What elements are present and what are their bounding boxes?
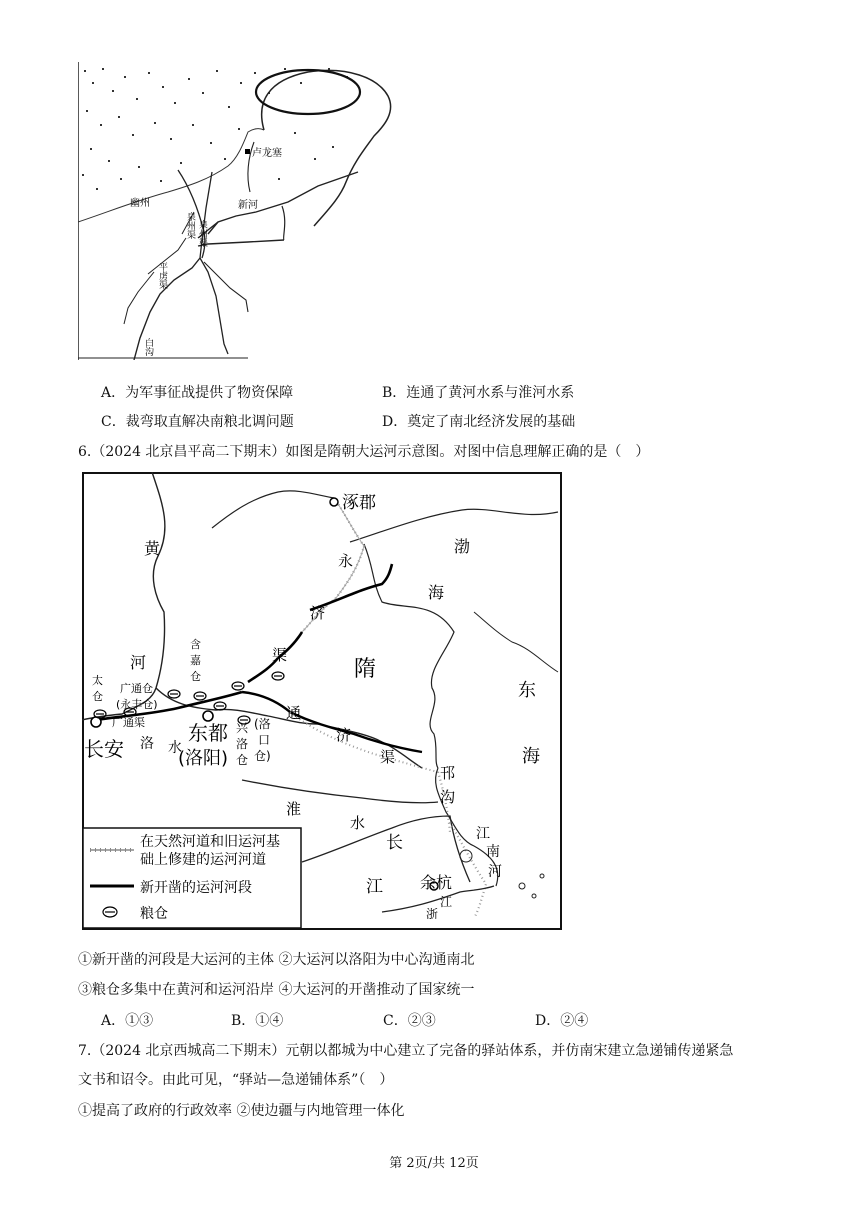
label-donghai-hai: 海 — [522, 746, 540, 767]
label-luokou-c: 仓) — [254, 749, 271, 763]
label-pinglu: 平虏渠 — [157, 262, 167, 289]
label-yong: 永 — [338, 552, 354, 570]
label-dongdu: 东都 — [188, 721, 228, 745]
q6-stem: 6.（2024 北京昌平高二下期末）如图是隋朝大运河示意图。对图中信息理解正确的是（ ） — [78, 444, 650, 460]
q6-option-d: D．②④ — [535, 1013, 589, 1029]
label-luo: 洛 — [140, 736, 154, 752]
label-jia: 嘉 — [190, 654, 201, 667]
lulongsai-marker-icon — [245, 149, 250, 154]
label-zhejiang-jiang: 江 — [440, 895, 453, 909]
label-ji: 济 — [310, 604, 326, 622]
label-tongji-ji: 济 — [336, 726, 352, 744]
label-luokou-a: (洛 — [254, 717, 271, 731]
label-lulongsai: 卢龙塞 — [252, 148, 282, 159]
label-tai: 太 — [92, 674, 103, 687]
label-yongfengcang: (永丰仓) — [116, 698, 158, 711]
label-tong: 通 — [286, 704, 302, 722]
label-zhuojun: 涿郡 — [342, 493, 376, 513]
q7-stem-line1: 7.（2024 北京西城高二下期末）元朝以都城为中心建立了完备的驿站体系，并仿南宋建立急递铺传递紧急 — [78, 1043, 734, 1059]
label-tongji-qu: 渠 — [380, 748, 396, 766]
q5-option-c: C．裁弯取直解决南粮北调问题 — [101, 414, 294, 430]
label-changjiang-jiang: 江 — [366, 877, 383, 897]
q5-option-b: B．连通了黄河水系与淮河水系 — [382, 385, 575, 401]
label-luoyang: (洛阳) — [178, 748, 229, 769]
q6-statement-2: ③粮仓多集中在黄河和运河沿岸 ④大运河的开凿推动了国家统一 — [78, 982, 475, 998]
label-qu: 渠 — [272, 646, 288, 664]
label-yuhang: 余杭 — [420, 873, 453, 892]
label-guangtongcang: 广通仓 — [120, 682, 153, 695]
label-bohai-hai: 海 — [428, 583, 445, 602]
label-jiangnan-nan: 南 — [486, 844, 500, 860]
legend-old-line1: 在天然河道和旧运河基 — [140, 834, 280, 850]
label-jiangnan-he: 河 — [488, 864, 502, 880]
map-legend — [83, 828, 301, 928]
label-huai: 淮 — [286, 800, 302, 818]
label-chang: 长 — [386, 833, 403, 853]
page-footer: 第 2页/共 12页 — [389, 1156, 479, 1171]
q5-option-d: D．奠定了南北经济发展的基础 — [382, 414, 576, 430]
label-han: 含 — [190, 638, 201, 651]
legend-old-line2: 础上修建的运河河道 — [140, 852, 266, 868]
label-xinhe: 新河 — [238, 200, 258, 211]
canal-map-north-svg — [78, 62, 396, 360]
label-xing: 兴 — [236, 721, 249, 735]
label-sui: 隋 — [354, 657, 377, 682]
sui-grand-canal-map — [82, 472, 562, 930]
label-taicang-cang: 仓 — [92, 690, 103, 703]
q6-option-a: A．①③ — [101, 1013, 154, 1029]
label-bo: 渤 — [454, 537, 471, 556]
label-quanzhouqu: 泉州渠 — [185, 212, 195, 239]
zhuojun-marker-icon — [330, 498, 338, 506]
q6-statement-1: ①新开凿的河段是大运河的主体 ②大运河以洛阳为中心沟通南北 — [78, 952, 475, 968]
q5-option-a: A．为军事征战提供了物资保障 — [101, 385, 294, 401]
label-hangou-gou: 沟 — [440, 788, 456, 806]
label-han-gou-han: 邗 — [440, 764, 456, 782]
label-baigou: 白沟 — [143, 338, 153, 356]
label-cang: 仓 — [190, 670, 201, 683]
q6-option-b: B．①④ — [231, 1013, 284, 1029]
q6-option-c: C．②③ — [383, 1013, 436, 1029]
legend-new: 新开凿的运河河段 — [140, 880, 252, 896]
dongdu-marker-icon — [203, 711, 213, 721]
label-dong: 东 — [518, 680, 536, 701]
label-zhe: 浙 — [426, 907, 439, 921]
label-xingluo-cang: 仓 — [236, 753, 249, 767]
label-huaishui-shui: 水 — [350, 814, 366, 832]
label-jiangnan-jiang: 江 — [476, 826, 490, 842]
label-youzhou: 幽州 — [130, 198, 150, 209]
legend-granary: 粮仓 — [140, 906, 168, 922]
sui-grand-canal-map-svg — [82, 472, 562, 930]
q7-stem-line2: 文书和诏令。由此可见，“驿站—急递铺体系”（ ） — [78, 1072, 394, 1088]
label-quanzhouqu-east: 泉州渠 — [197, 220, 207, 247]
label-luokou-b: 口 — [258, 733, 271, 747]
label-changan: 长安 — [84, 737, 124, 761]
label-guangtongqu: 广通渠 — [112, 716, 145, 729]
q7-statement: ①提高了政府的行政效率 ②使边疆与内地管理一体化 — [78, 1103, 405, 1119]
label-he: 河 — [130, 653, 147, 672]
label-huang: 黄 — [144, 539, 161, 558]
canal-map-north — [78, 62, 396, 360]
label-luoshui-shui: 水 — [168, 740, 182, 756]
label-xingluo-luo: 洛 — [236, 737, 249, 751]
